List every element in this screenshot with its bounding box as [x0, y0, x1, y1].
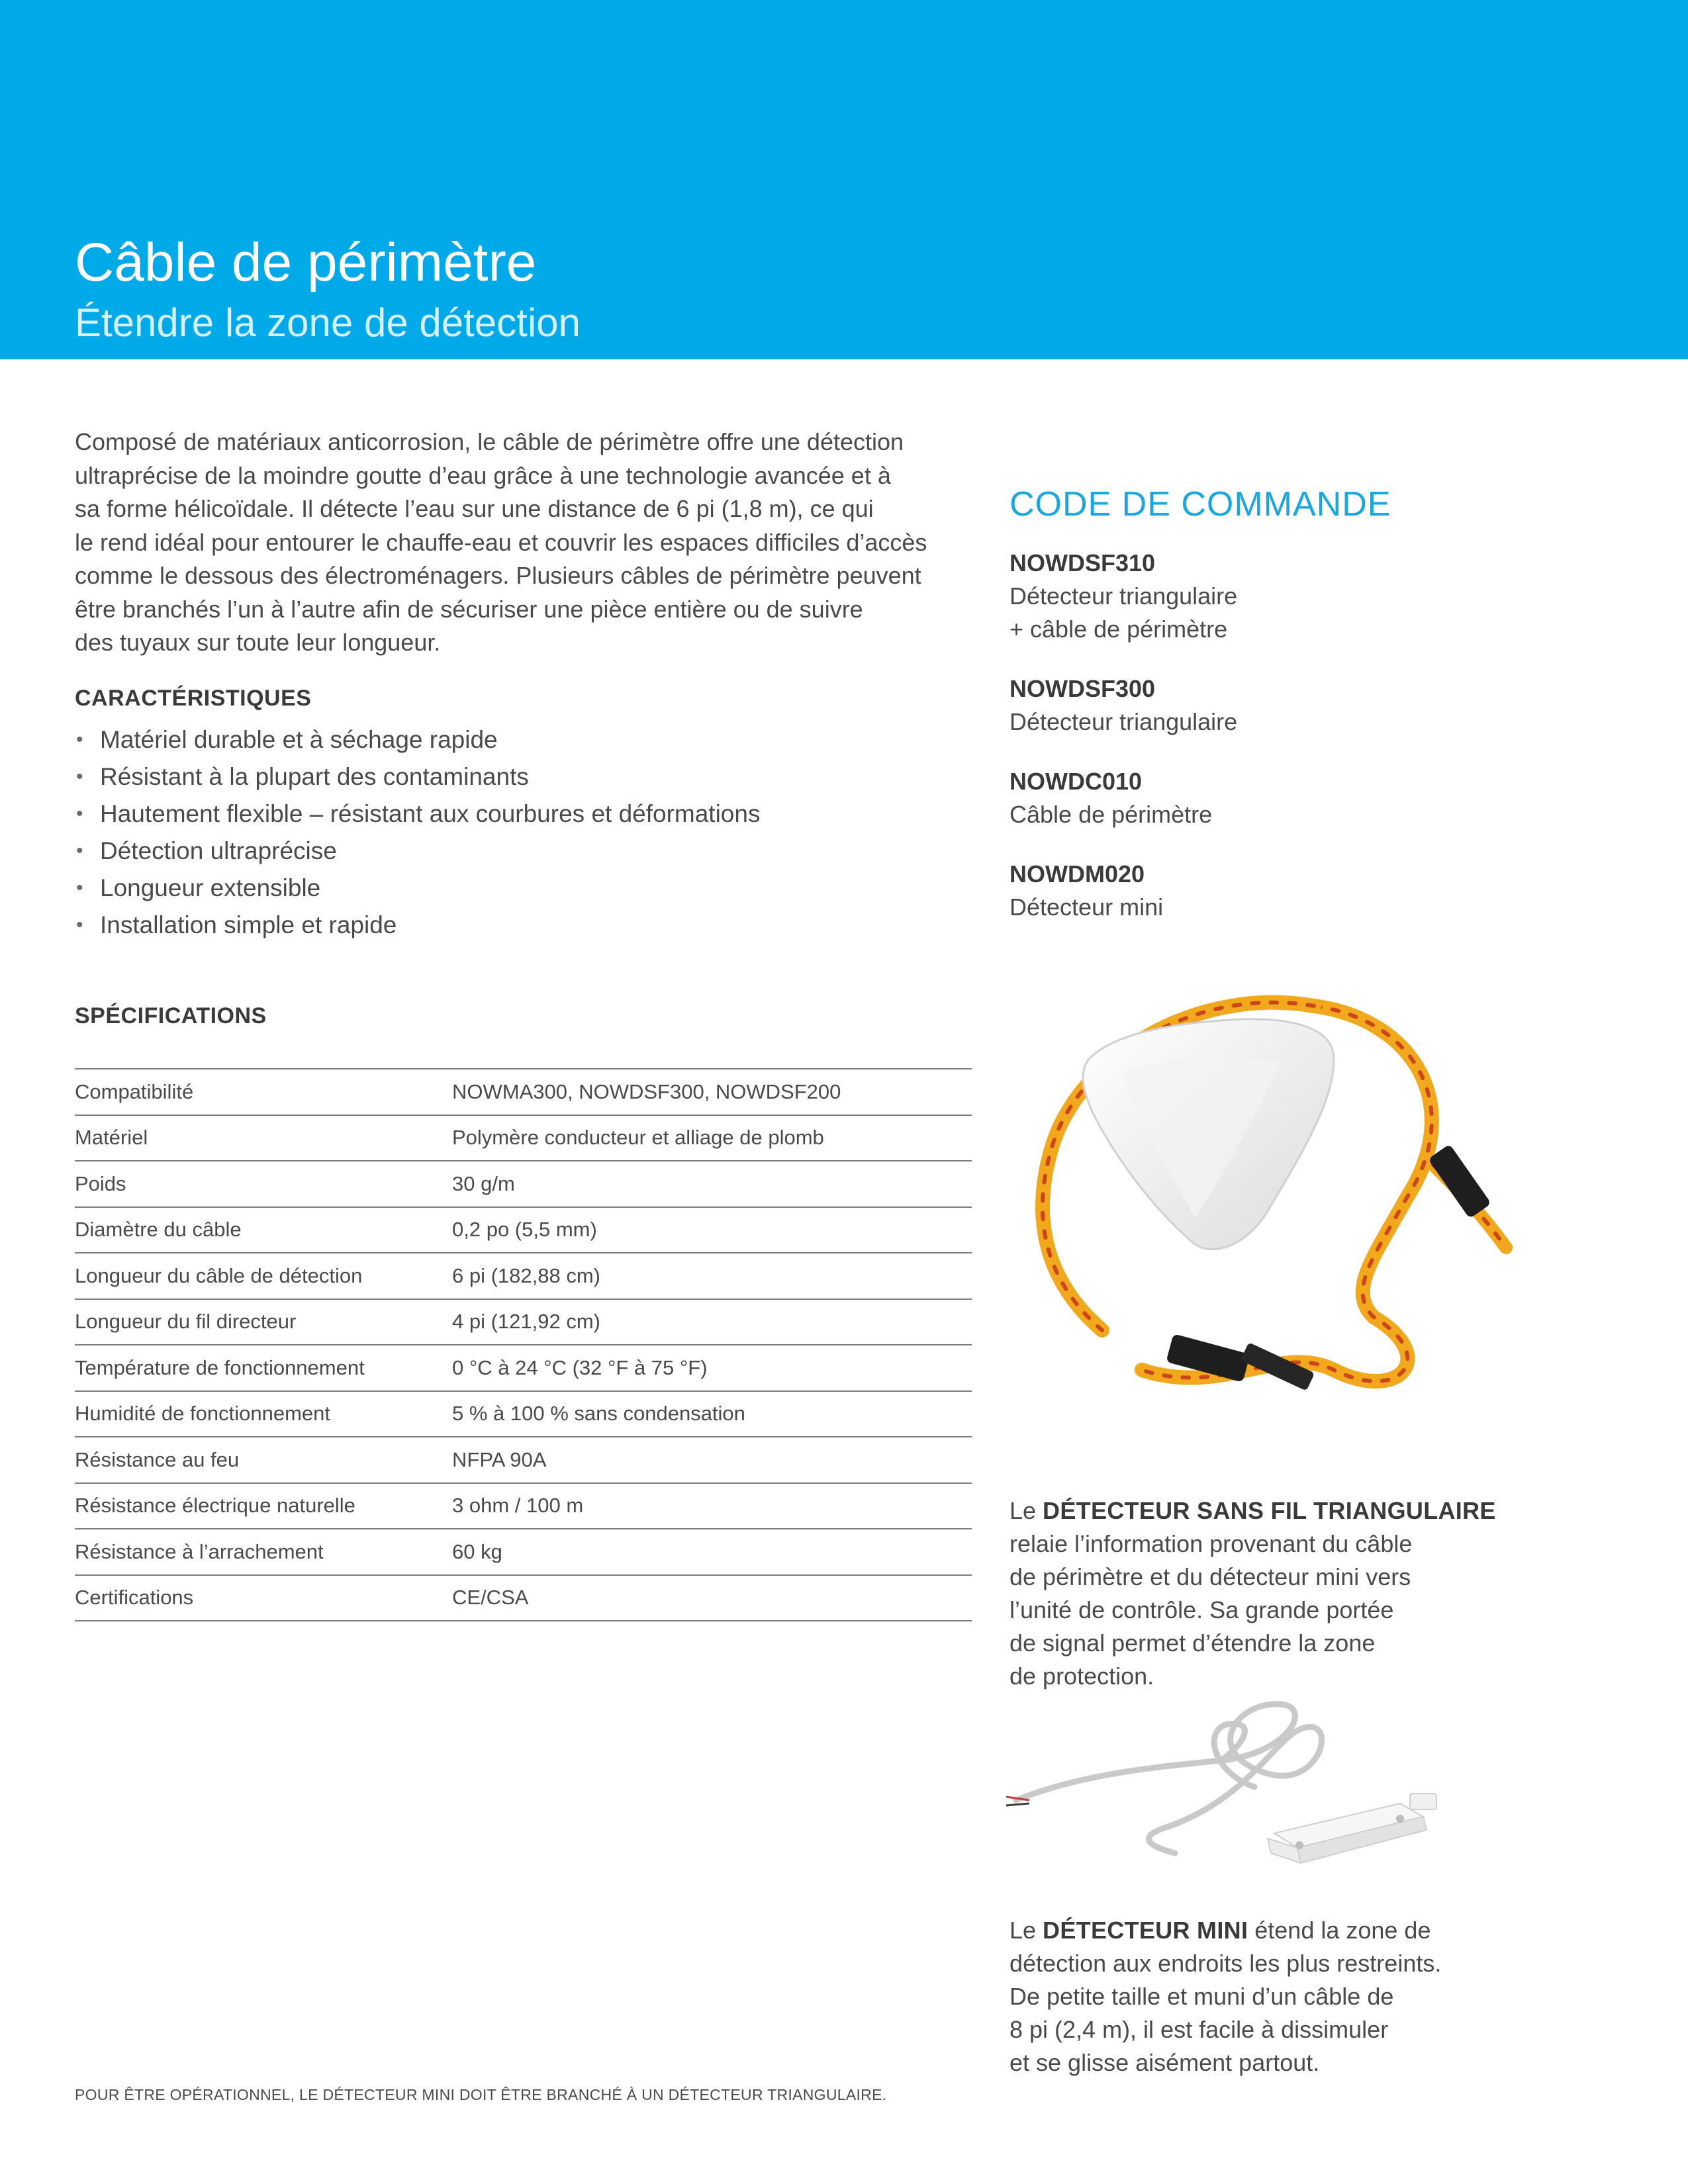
feature-text: Longueur extensible — [100, 874, 321, 901]
table-row — [75, 1575, 972, 1621]
order-item — [1009, 672, 1605, 739]
intro-line: le rend idéal pour entourer le chauffe-eau et couvrir les espaces difficiles d’accès — [75, 528, 927, 556]
spec-label: Résistance électrique naturelle — [75, 1483, 452, 1529]
feature-text: Hautement flexible – résistant aux courbures et déformations — [100, 800, 761, 827]
bullet-icon: • — [76, 840, 83, 862]
feature-text: Détection ultraprécise — [100, 837, 337, 864]
feature-item — [75, 758, 968, 796]
bullet-icon: • — [76, 914, 83, 936]
table-row — [75, 1437, 972, 1483]
bullet-icon: • — [76, 729, 83, 751]
table-row — [75, 1483, 972, 1529]
order-code-heading: CODE DE COMMANDE — [1009, 485, 1391, 523]
feature-text: Installation simple et rapide — [100, 911, 397, 938]
spec-label: Résistance au feu — [75, 1437, 452, 1483]
spec-value: 6 pi (182,88 cm) — [452, 1253, 972, 1299]
spec-label: Longueur du câble de détection — [75, 1253, 452, 1299]
intro-line: comme le dessous des électroménagers. Plusieurs câbles de périmètre peuvent — [75, 562, 921, 589]
bullet-icon: • — [76, 766, 83, 788]
intro-line: ultraprécise de la moindre goutte d’eau grâce à une technologie avancée et à — [75, 461, 891, 489]
spec-value: NFPA 90A — [452, 1437, 972, 1483]
perimeter-cable-sensor-image — [1003, 946, 1532, 1476]
table-row — [75, 1345, 972, 1391]
specs-table — [75, 1068, 972, 1621]
spec-value: 5 % à 100 % sans condensation — [452, 1391, 972, 1437]
table-row — [75, 1161, 972, 1207]
spec-value: 3 ohm / 100 m — [452, 1483, 972, 1529]
mini-detector-caption: Le DÉTECTEUR MINI étend la zone de détection aux endroits les plus restreints. De petite taille et muni d’un câble de 8 pi (2,4 m), il est facile à dissimuler et se glisse aisément partout. — [1009, 1917, 1442, 2076]
spec-value: 4 pi (121,92 cm) — [452, 1299, 972, 1345]
order-item — [1009, 858, 1605, 924]
spec-value: 30 g/m — [452, 1161, 972, 1207]
specs-heading: SPÉCIFICATIONS — [75, 1003, 267, 1028]
triangular-detector-caption: Le DÉTECTEUR SANS FIL TRIANGULAIRE relaie l’information provenant du câble de périmètre et du détecteur mini vers l’unité de contrôle. Sa grande portée de signal permet d’étendre la zone de protection. — [1009, 1497, 1496, 1690]
feature-item — [75, 833, 968, 870]
bullet-icon: • — [76, 877, 83, 899]
spec-label: Certifications — [75, 1575, 452, 1621]
page-subtitle: Étendre la zone de détection — [75, 300, 581, 345]
intro-line: Composé de matériaux anticorrosion, le câble de périmètre offre une détection — [75, 428, 904, 455]
feature-text: Matériel durable et à séchage rapide — [100, 726, 498, 753]
spec-value: CE/CSA — [452, 1575, 972, 1621]
order-item — [1009, 547, 1605, 646]
mini-detector-body — [1268, 1794, 1436, 1863]
order-desc: + câble de périmètre — [1009, 615, 1228, 643]
feature-item — [75, 870, 968, 907]
mini-detector-image — [1003, 1694, 1466, 1886]
spec-label: Température de fonctionnement — [75, 1345, 452, 1391]
spec-label: Diamètre du câble — [75, 1207, 452, 1253]
order-code: NOWDM020 — [1009, 860, 1145, 887]
spec-value: NOWMA300, NOWDSF300, NOWDSF200 — [452, 1069, 972, 1115]
order-item — [1009, 765, 1605, 831]
table-row — [75, 1207, 972, 1253]
table-row — [75, 1299, 972, 1345]
page-title: Câble de périmètre — [75, 232, 537, 293]
features-list — [75, 721, 968, 944]
spec-label: Longueur du fil directeur — [75, 1299, 452, 1345]
table-row — [75, 1253, 972, 1299]
order-code: NOWDC010 — [1009, 768, 1143, 795]
order-desc: Détecteur triangulaire — [1009, 708, 1238, 735]
table-row — [75, 1529, 972, 1575]
order-desc: Détecteur mini — [1009, 893, 1164, 921]
spec-label: Humidité de fonctionnement — [75, 1391, 452, 1437]
feature-item — [75, 796, 968, 833]
table-row — [75, 1115, 972, 1161]
intro-paragraph — [75, 426, 988, 660]
footnote: POUR ÊTRE OPÉRATIONNEL, LE DÉTECTEUR MINI DOIT ÊTRE BRANCHÉ À UN DÉTECTEUR TRIANGULAIRE. — [75, 2086, 887, 2103]
bullet-icon: • — [76, 803, 83, 825]
spec-value: Polymère conducteur et alliage de plomb — [452, 1115, 972, 1161]
order-code-list — [1009, 547, 1605, 950]
order-code: NOWDSF300 — [1009, 675, 1156, 702]
cable-connector — [1428, 1144, 1491, 1218]
table-row — [75, 1069, 972, 1115]
spec-value: 60 kg — [452, 1529, 972, 1575]
order-desc: Détecteur triangulaire — [1009, 582, 1238, 610]
spec-label: Résistance à l’arrachement — [75, 1529, 452, 1575]
table-row — [75, 1391, 972, 1437]
spec-value: 0 °C à 24 °C (32 °F à 75 °F) — [452, 1345, 972, 1391]
spec-label: Compatibilité — [75, 1069, 452, 1115]
feature-item — [75, 721, 968, 758]
order-desc: Câble de périmètre — [1009, 801, 1213, 828]
spec-label: Poids — [75, 1161, 452, 1207]
feature-text: Résistant à la plupart des contaminants — [100, 763, 529, 790]
spec-value: 0,2 po (5,5 mm) — [452, 1207, 972, 1253]
grey-cable — [1016, 1704, 1322, 1853]
feature-item — [75, 907, 968, 944]
intro-line: être branchés l’un à l’autre afin de sécuriser une pièce entière ou de suivre — [75, 595, 863, 623]
intro-line: des tuyaux sur toute leur longueur. — [75, 629, 441, 656]
spec-label: Matériel — [75, 1115, 452, 1161]
intro-line: sa forme hélicoïdale. Il détecte l’eau sur une distance de 6 pi (1,8 m), ce qui — [75, 495, 874, 522]
order-code: NOWDSF310 — [1009, 549, 1156, 576]
features-heading: CARACTÉRISTIQUES — [75, 686, 312, 711]
